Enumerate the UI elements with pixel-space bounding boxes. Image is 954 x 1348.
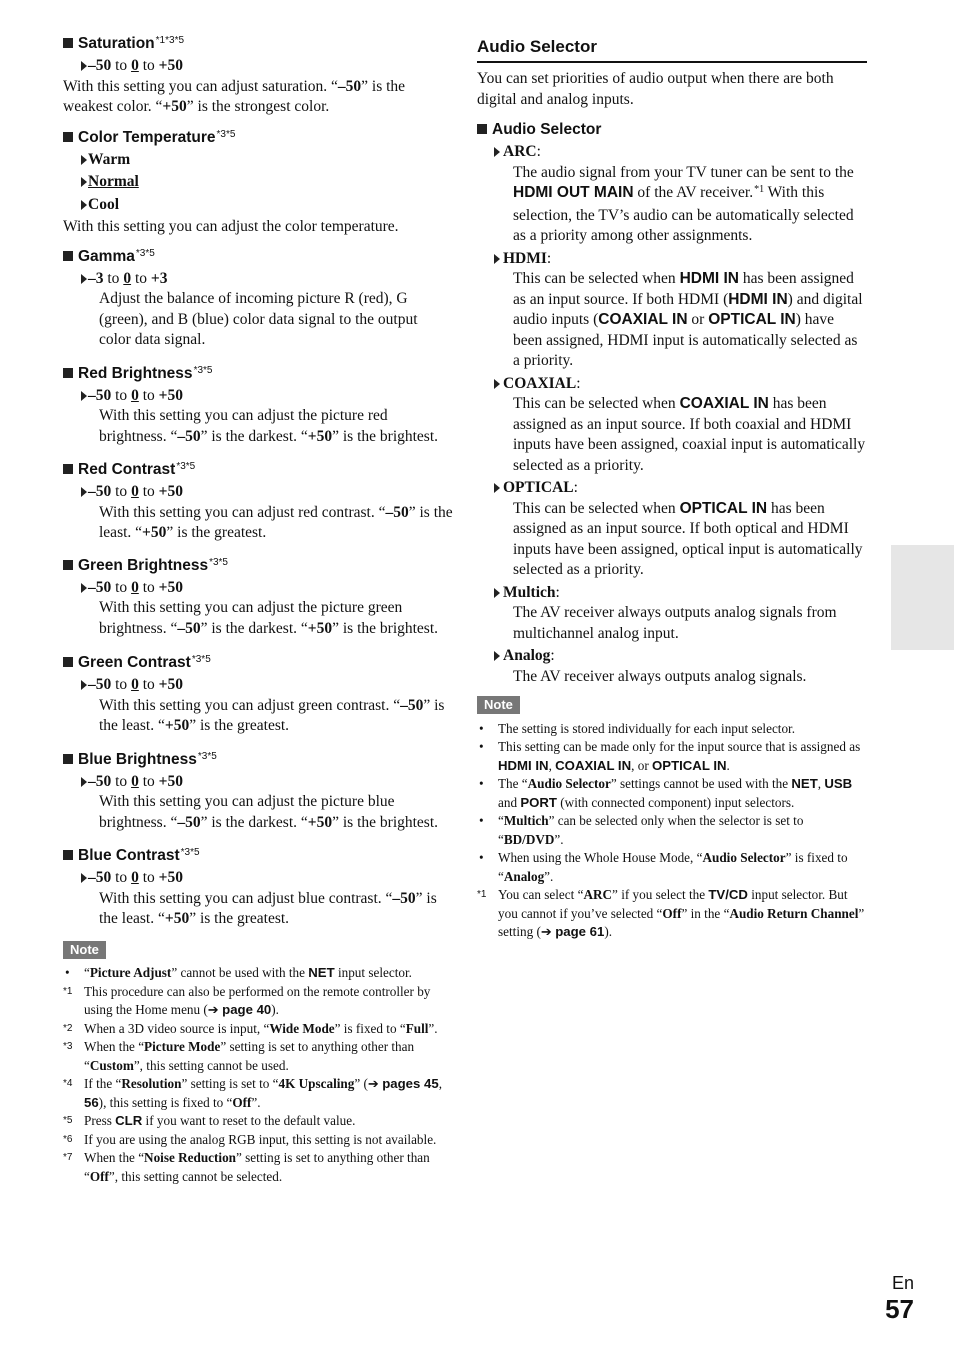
- range-part: to: [142, 578, 155, 596]
- setting-title: Blue Brightness: [78, 750, 197, 768]
- note-marker: *5: [63, 1115, 73, 1126]
- setting-description: With this setting you can adjust the picture blue brightness. “–50” is the darkest. “+50” is the brightest.: [99, 793, 439, 831]
- triangle-bullet-icon: [494, 379, 500, 389]
- emphasis-text: Analog: [503, 868, 545, 884]
- square-bullet-icon: [63, 251, 73, 261]
- setting-heading: [63, 128, 453, 150]
- emphasis-text: ARC: [583, 887, 613, 902]
- emphasis-text: COAXIAL IN: [555, 757, 632, 773]
- emphasis-text: –50: [177, 619, 201, 637]
- note-marker: *4: [63, 1078, 73, 1089]
- setting-section: [63, 34, 453, 118]
- range-text: [79, 387, 183, 404]
- range-part: 0: [131, 483, 139, 500]
- value-range: [63, 772, 453, 793]
- triangle-bullet-icon: [81, 680, 87, 690]
- emphasis-text: CLR: [115, 1113, 143, 1128]
- range-part: –50: [88, 676, 112, 693]
- audio-option: [477, 478, 867, 499]
- range-part: 0: [131, 578, 139, 596]
- audio-option: [477, 249, 867, 270]
- colon: :: [555, 583, 560, 601]
- setting-description: With this setting you can adjust blue contrast. “–50” is the least. “+50” is the greatest.: [99, 889, 437, 927]
- audio-option-description: The AV receiver always outputs analog signals.: [513, 667, 807, 685]
- note-marker: *7: [63, 1152, 73, 1163]
- range-text: [79, 483, 183, 500]
- setting-section: [63, 247, 453, 351]
- setting-footnote-refs: *3*5: [209, 556, 228, 568]
- setting-heading: [63, 460, 453, 482]
- emphasis-text: Audio Return Channel: [729, 905, 859, 921]
- emphasis-text: COAXIAL IN: [598, 311, 688, 328]
- range-part: 0: [131, 57, 139, 74]
- note-item: *2 When a 3D video source is input, “Wide Mode” is fixed to “Full”.: [63, 1020, 453, 1039]
- emphasis-text: COAXIAL IN: [679, 395, 769, 412]
- note-item: • “Multich” can be selected only when the selector is set to “BD/DVD”.: [479, 813, 804, 847]
- square-bullet-icon: [63, 850, 73, 860]
- range-part: 0: [131, 772, 139, 790]
- range-part: to: [142, 57, 155, 74]
- note-item: • When using the Whole House Mode, “Audio Selector” is fixed to “Analog”.: [479, 850, 848, 884]
- colon: :: [550, 647, 555, 664]
- emphasis-text: +50: [162, 98, 187, 115]
- setting-section: [63, 364, 453, 448]
- section-title: Audio Selector: [477, 34, 867, 63]
- setting-title: Color Temperature: [78, 128, 216, 146]
- audio-option-name: Analog: [503, 647, 551, 664]
- triangle-bullet-icon: [81, 873, 87, 883]
- emphasis-text: Noise Reduction: [144, 1150, 236, 1165]
- emphasis-text: +50: [164, 717, 190, 734]
- emphasis-text: +50: [307, 813, 333, 831]
- emphasis-text: page 40: [222, 1002, 272, 1017]
- audio-option: [477, 646, 867, 667]
- emphasis-text: HDMI OUT MAIN: [513, 184, 634, 201]
- emphasis-text: page 61: [555, 924, 605, 939]
- triangle-bullet-icon: [81, 777, 87, 787]
- audio-option-description: This can be selected when COAXIAL IN has been assigned as an input source. If both coaxial and HDMI inputs have been assigned, coaxial input is automatically selected as a priority.: [513, 395, 866, 474]
- note-item: *6 If you are using the analog RGB input, this setting is not available.: [63, 1131, 453, 1150]
- emphasis-text: Off: [89, 1168, 109, 1184]
- triangle-bullet-icon: [494, 483, 500, 493]
- value-range: [63, 578, 453, 599]
- range-text: [79, 676, 183, 693]
- triangle-bullet-icon: [81, 200, 87, 210]
- note-badge-wrap: [63, 940, 453, 961]
- colon: :: [546, 249, 552, 267]
- emphasis-text: Off: [662, 905, 682, 921]
- audio-option-description: The AV receiver always outputs analog signals from multichannel analog input.: [513, 604, 837, 642]
- emphasis-text: NET: [791, 776, 818, 791]
- option-item: [63, 172, 453, 193]
- note-marker: •: [479, 813, 484, 828]
- range-part: to: [115, 483, 128, 500]
- range-part: to: [107, 269, 120, 287]
- range-part: +50: [158, 483, 183, 500]
- setting-title: Green Brightness: [78, 556, 209, 574]
- note-item: • “Picture Adjust” cannot be used with the NET input selector.: [63, 964, 453, 983]
- triangle-bullet-icon: [81, 487, 87, 497]
- emphasis-text: TV/CD: [708, 887, 748, 902]
- setting-title: Red Contrast: [78, 461, 176, 478]
- audio-option-description: This can be selected when HDMI IN has been assigned as an input source. If both HDMI (HDMI IN) and digital audio inputs (COAXIAL IN or OPTICAL IN) have been assigned, HDMI input is automatically selected as a priority.: [513, 270, 863, 369]
- audio-option-name: Multich: [503, 583, 556, 601]
- emphasis-text: 4K Upscaling: [278, 1076, 355, 1091]
- range-part: to: [142, 676, 155, 693]
- audio-option-description: This can be selected when OPTICAL IN has been assigned as an input source. If both optical and HDMI inputs have been assigned, optical input is automatically selected as a priority.: [513, 499, 863, 578]
- triangle-bullet-icon: [81, 177, 87, 187]
- setting-heading: [63, 247, 453, 269]
- emphasis-text: Picture Mode: [144, 1039, 221, 1054]
- note-marker: *6: [63, 1133, 73, 1145]
- setting-section: [63, 556, 453, 640]
- colon: :: [536, 143, 541, 160]
- emphasis-text: Audio Selector: [702, 850, 786, 865]
- chapter-tab: [891, 545, 954, 650]
- range-part: –50: [88, 578, 112, 596]
- colon: :: [573, 479, 578, 496]
- square-bullet-icon: [63, 464, 73, 474]
- range-part: –50: [88, 483, 112, 500]
- range-text: [79, 270, 167, 287]
- range-part: –50: [88, 869, 112, 886]
- range-part: to: [115, 386, 128, 404]
- emphasis-text: +50: [307, 619, 333, 637]
- emphasis-text: +50: [164, 910, 190, 927]
- setting-footnote-refs: *1*3*5: [155, 35, 185, 46]
- range-part: to: [142, 483, 155, 500]
- range-part: 0: [131, 676, 139, 693]
- range-part: to: [142, 772, 155, 790]
- range-part: –3: [88, 269, 104, 287]
- note-item: *3 When the “Picture Mode” setting is set to anything other than “Custom”, this setting cannot be used.: [63, 1039, 415, 1073]
- setting-footnote-refs: *3*5: [216, 128, 236, 140]
- setting-section: [63, 128, 453, 238]
- value-range: [63, 868, 453, 889]
- value-range: [63, 386, 453, 407]
- setting-footnote-refs: *3*5: [191, 654, 211, 665]
- note-marker: •: [479, 850, 484, 865]
- page-number-block: [885, 1272, 914, 1324]
- footnote-ref: *1: [754, 184, 765, 195]
- triangle-bullet-icon: [81, 391, 87, 401]
- notes-list: [63, 964, 453, 1186]
- range-part: to: [115, 578, 128, 596]
- emphasis-text: HDMI IN: [679, 270, 739, 287]
- emphasis-text: Wide Mode: [269, 1020, 335, 1036]
- note-item: *4 If the “Resolution” setting is set to “4K Upscaling” (➔ pages 45, 56), this setting is fixed to “Off”.: [63, 1076, 442, 1110]
- setting-footnote-refs: *3*5: [197, 750, 217, 762]
- audio-option-name: ARC: [503, 143, 537, 160]
- setting-description: With this setting you can adjust red contrast. “–50” is the least. “+50” is the greatest.: [99, 503, 453, 541]
- triangle-bullet-icon: [81, 583, 87, 593]
- option-item: [63, 150, 453, 171]
- emphasis-text: Custom: [89, 1057, 134, 1073]
- setting-heading: [63, 846, 453, 868]
- note-marker: •: [479, 776, 484, 791]
- emphasis-text: NET: [308, 965, 335, 980]
- audio-option-name: OPTICAL: [503, 479, 574, 496]
- emphasis-text: Picture Adjust: [89, 965, 172, 980]
- note-item: *5 Press CLR if you want to reset to the default value.: [63, 1112, 453, 1131]
- note-marker: •: [65, 965, 70, 980]
- note-marker: *2: [63, 1022, 73, 1034]
- emphasis-text: +50: [142, 524, 167, 541]
- square-bullet-icon: [477, 124, 487, 134]
- note-item: *1 This procedure can also be performed on the remote controller by using the Home menu (➔ page 40).: [63, 983, 431, 1017]
- triangle-bullet-icon: [81, 155, 87, 165]
- emphasis-text: –50: [392, 889, 416, 907]
- setting-description: With this setting you can adjust the picture green brightness. “–50” is the darkest. “+50” is the brightest.: [99, 599, 439, 637]
- setting-description: With this setting you can adjust green contrast. “–50” is the least. “+50” is the greatest.: [99, 696, 445, 734]
- range-part: +50: [158, 386, 183, 404]
- square-bullet-icon: [63, 754, 73, 764]
- emphasis-text: Full: [405, 1020, 429, 1036]
- square-bullet-icon: [63, 657, 73, 667]
- range-part: +50: [158, 57, 183, 74]
- emphasis-text: –50: [400, 696, 424, 714]
- setting-title: Green Contrast: [78, 654, 191, 671]
- emphasis-text: –50: [177, 427, 201, 445]
- section-intro: You can set priorities of audio output when there are both digital and analog inputs.: [477, 70, 834, 108]
- note-marker: *1: [63, 985, 73, 997]
- audio-option-name: COAXIAL: [503, 374, 577, 392]
- value-range: [63, 269, 453, 290]
- value-range: [63, 482, 453, 503]
- emphasis-text: 56: [84, 1094, 99, 1110]
- setting-footnote-refs: *3*5: [193, 364, 213, 376]
- right-column: [477, 34, 867, 942]
- audio-option-name: HDMI: [503, 249, 547, 267]
- range-part: +50: [158, 578, 183, 596]
- emphasis-text: –50: [385, 503, 409, 521]
- range-part: to: [115, 676, 128, 693]
- emphasis-text: –50: [337, 77, 362, 95]
- range-part: to: [115, 772, 128, 790]
- subsection-heading: [477, 120, 867, 140]
- emphasis-text: HDMI IN: [728, 290, 788, 308]
- page-number: 57: [885, 1294, 914, 1324]
- setting-heading: [63, 556, 453, 578]
- audio-option: [477, 374, 867, 395]
- note-item: • This setting can be made only for the input source that is assigned as HDMI IN, COAXIAL IN, or OPTICAL IN.: [479, 739, 861, 773]
- language-label: En: [891, 1273, 914, 1293]
- range-part: 0: [123, 269, 132, 287]
- option-label: Normal: [88, 173, 139, 190]
- emphasis-text: –50: [177, 813, 201, 831]
- note-item: *7 When the “Noise Reduction” setting is set to anything other than “Off”, this setting cannot be selected.: [63, 1150, 430, 1184]
- emphasis-text: OPTICAL IN: [652, 757, 727, 773]
- square-bullet-icon: [63, 368, 73, 378]
- note-item: *1 You can select “ARC” if you select the TV/CD input selector. But you cannot if you’ve selected “Off” in the “Audio Return Channel” setting (➔ page 61).: [477, 887, 865, 939]
- note-badge-wrap: [477, 695, 867, 716]
- triangle-bullet-icon: [494, 254, 500, 264]
- range-part: –50: [88, 772, 112, 790]
- setting-description: Adjust the balance of incoming picture R (red), G (green), and B (blue) color data signal to the output color data signal.: [99, 290, 418, 348]
- range-part: to: [134, 269, 147, 287]
- triangle-bullet-icon: [81, 274, 87, 284]
- emphasis-text: Off: [232, 1094, 252, 1110]
- setting-section: [63, 653, 453, 737]
- range-part: +50: [158, 869, 183, 886]
- emphasis-text: Audio Selector: [527, 776, 611, 791]
- triangle-bullet-icon: [494, 147, 500, 157]
- emphasis-text: HDMI IN: [498, 757, 549, 773]
- value-range: [63, 675, 453, 696]
- colon: :: [576, 374, 581, 392]
- option-label: Warm: [88, 150, 131, 168]
- triangle-bullet-icon: [81, 61, 87, 71]
- emphasis-text: OPTICAL IN: [708, 311, 796, 328]
- note-marker: *3: [63, 1041, 73, 1052]
- setting-footnote-refs: *3*5: [180, 847, 200, 858]
- note-label: Note: [63, 941, 106, 959]
- note-item: • The setting is stored individually for each input selector.: [477, 720, 867, 739]
- range-text: [79, 773, 183, 790]
- range-text: [79, 57, 183, 74]
- triangle-bullet-icon: [494, 588, 500, 598]
- emphasis-text: Multich: [503, 813, 549, 828]
- range-part: to: [142, 869, 155, 886]
- audio-option: [477, 583, 867, 604]
- value-range: [63, 56, 453, 77]
- emphasis-text: Resolution: [121, 1076, 182, 1091]
- emphasis-text: PORT: [520, 794, 557, 810]
- emphasis-text: USB: [824, 776, 853, 791]
- range-part: to: [142, 386, 155, 404]
- range-part: +50: [158, 772, 183, 790]
- setting-heading: [63, 364, 453, 386]
- setting-title: Saturation: [78, 35, 155, 52]
- range-part: +50: [158, 676, 183, 693]
- setting-footnote-refs: *3*5: [135, 247, 155, 259]
- emphasis-text: +50: [307, 427, 333, 445]
- setting-section: [63, 750, 453, 834]
- note-marker: •: [479, 720, 484, 736]
- notes-list: [477, 720, 867, 942]
- setting-footnote-refs: *3*5: [176, 461, 196, 472]
- square-bullet-icon: [63, 38, 73, 48]
- range-part: –50: [88, 57, 112, 74]
- option-label: Cool: [88, 195, 119, 213]
- note-item: • The “Audio Selector” settings cannot be used with the NET, USB and PORT (with connected component) input selectors.: [479, 776, 853, 810]
- emphasis-text: pages 45: [382, 1076, 439, 1091]
- range-part: –50: [88, 386, 112, 404]
- note-label: Note: [477, 696, 520, 714]
- range-part: to: [115, 869, 128, 886]
- setting-heading: [63, 750, 453, 772]
- setting-description: With this setting you can adjust the picture red brightness. “–50” is the darkest. “+50” is the brightest.: [99, 407, 439, 445]
- setting-description: With this setting you can adjust the color temperature.: [63, 218, 399, 235]
- emphasis-text: OPTICAL IN: [679, 499, 768, 517]
- note-marker: •: [479, 739, 484, 754]
- triangle-bullet-icon: [494, 651, 500, 661]
- setting-title: Blue Contrast: [78, 847, 180, 864]
- setting-heading: [63, 653, 453, 675]
- option-item: [63, 195, 453, 216]
- setting-section: [63, 460, 453, 544]
- setting-description: With this setting you can adjust saturation. “–50” is the weakest color. “+50” is the strongest color.: [63, 77, 406, 115]
- setting-title: Gamma: [78, 247, 135, 265]
- square-bullet-icon: [63, 560, 73, 570]
- emphasis-text: BD/DVD: [503, 831, 555, 847]
- range-part: 0: [131, 869, 139, 886]
- setting-section: [63, 846, 453, 930]
- left-column: [63, 34, 453, 1186]
- range-text: [79, 869, 183, 886]
- note-marker: *1: [477, 889, 487, 900]
- range-part: to: [115, 57, 128, 74]
- subsection-title: Audio Selector: [492, 121, 602, 138]
- setting-heading: [63, 34, 453, 56]
- range-part: +3: [150, 269, 168, 287]
- setting-title: Red Brightness: [78, 364, 193, 382]
- audio-option-description: The audio signal from your TV tuner can be sent to the HDMI OUT MAIN of the AV receiver.$^{*1}$ With this selection, the TV’s audio can be automatically selected as a priority among other assignments.: [513, 163, 854, 244]
- range-text: [79, 579, 183, 596]
- audio-option: [477, 142, 867, 163]
- range-part: 0: [131, 386, 139, 404]
- square-bullet-icon: [63, 132, 73, 142]
